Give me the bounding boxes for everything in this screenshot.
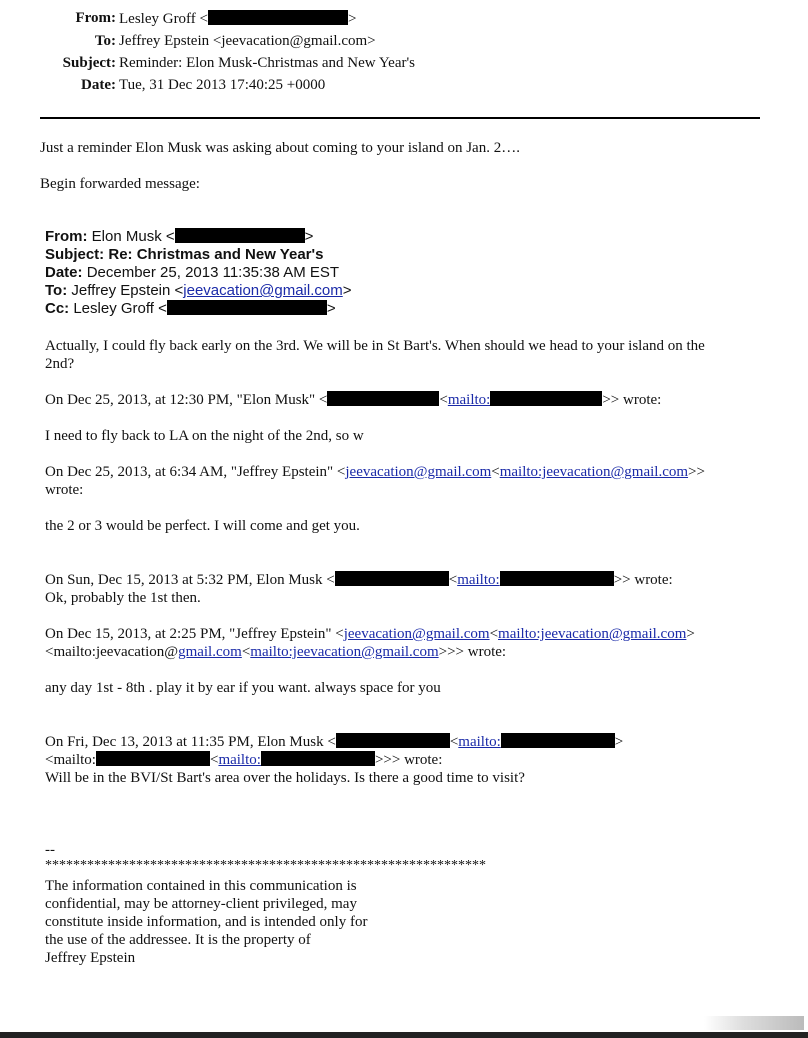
thread-p4-mailto-link[interactable]: mailto:jeevacation@gmail.com	[499, 464, 689, 480]
header-to-label: To:	[94, 33, 116, 49]
redaction-box	[501, 733, 615, 748]
header-from-value	[119, 10, 356, 28]
thread-p6	[45, 571, 673, 589]
redaction-box	[261, 751, 375, 766]
header-subject-value: Reminder: Elon Musk-Christmas and New Year's	[119, 55, 416, 71]
header-subject-label: Subject:	[62, 55, 116, 71]
fwd-subject-label: Subject:	[45, 246, 105, 263]
page-corner-shading	[704, 1016, 804, 1030]
footer-line-4: the use of the addressee. It is the property of	[45, 932, 311, 948]
header-from-label: From:	[75, 10, 116, 26]
thread-p7-text: On Dec 15, 2013, at 2:25 PM, "Jeffrey Epstein" <	[45, 626, 344, 642]
fwd-date-label: Date:	[45, 264, 83, 281]
thread-p7b-mid: <	[241, 644, 251, 660]
fwd-subject-text: Re: Christmas and New Year's	[108, 246, 324, 263]
thread-p10: Will be in the BVI/St Bart's area over the holidays. Is there a good time to visit?	[45, 770, 525, 786]
thread-p6b: Ok, probably the 1st then.	[45, 590, 201, 606]
page-bottom-edge	[0, 1032, 808, 1038]
fwd-from-label: From:	[45, 228, 88, 245]
thread-p2-mailto-link[interactable]: mailto:	[447, 392, 491, 408]
fwd-to-close: >	[342, 282, 352, 299]
thread-p1a: Actually, I could fly back early on the 3rd. We will be in St Bart's. When should we head to your island on the	[45, 338, 705, 354]
fwd-to-email-link[interactable]: jeevacation@gmail.com	[183, 282, 343, 299]
body-line-reminder: Just a reminder Elon Musk was asking about coming to your island on Jan. 2….	[40, 140, 520, 156]
redaction-box	[327, 391, 439, 406]
thread-p4	[45, 463, 705, 481]
header-from-text: Lesley Groff <	[119, 11, 208, 27]
redaction-box	[167, 300, 327, 315]
redaction-box	[208, 10, 348, 25]
footer-line-2: confidential, may be attorney-client privileged, may	[45, 896, 357, 912]
thread-p9b-post: >>> wrote:	[374, 752, 443, 768]
redaction-box	[96, 751, 210, 766]
fwd-cc-line	[45, 300, 336, 318]
fwd-date-line	[45, 264, 339, 282]
footer-dash: --	[45, 842, 55, 858]
fwd-date-text: December 25, 2013 11:35:38 AM EST	[86, 264, 340, 281]
footer-stars: ***************************************************************	[45, 858, 486, 873]
thread-p4-mid: <	[491, 464, 500, 480]
footer-line-5: Jeffrey Epstein	[45, 950, 136, 966]
fwd-to-label: To:	[45, 282, 68, 299]
footer-line-1: The information contained in this communication is	[45, 878, 357, 894]
thread-p2	[45, 391, 661, 409]
header-date-label: Date:	[81, 77, 116, 93]
thread-p7b-text: <mailto:jeevacation@	[45, 644, 179, 660]
thread-p4b: wrote:	[45, 482, 84, 498]
thread-p9-lt: <	[449, 734, 459, 750]
thread-p9	[45, 733, 623, 751]
fwd-subject-line	[45, 246, 323, 264]
redaction-box	[335, 571, 449, 586]
thread-p9-post: >	[614, 734, 624, 750]
footer-line-3: constitute inside information, and is intended only for	[45, 914, 368, 930]
thread-p7b	[45, 643, 506, 661]
redaction-box	[336, 733, 450, 748]
thread-p9b	[45, 751, 442, 769]
thread-p5: the 2 or 3 would be perfect. I will come and get you.	[45, 518, 360, 534]
header-to-value: Jeffrey Epstein <jeevacation@gmail.com>	[119, 33, 376, 49]
fwd-to-line	[45, 282, 352, 300]
thread-p2-text: On Dec 25, 2013, at 12:30 PM, "Elon Musk" <	[45, 392, 328, 408]
thread-p4-text: On Dec 25, 2013, at 6:34 AM, "Jeffrey Epstein" <	[45, 464, 346, 480]
thread-p6-post: >> wrote:	[613, 572, 673, 588]
thread-p2-lt: <	[439, 392, 448, 408]
thread-p7b-mailto-link[interactable]: mailto:jeevacation@gmail.com	[250, 644, 439, 660]
header-from-close: >	[348, 11, 357, 27]
thread-p9-text: On Fri, Dec 13, 2013 at 11:35 PM, Elon Musk <	[45, 734, 336, 750]
fwd-cc-text: Lesley Groff <	[73, 300, 167, 317]
fwd-from-text: Elon Musk <	[91, 228, 175, 245]
thread-p6-text: On Sun, Dec 15, 2013 at 5:32 PM, Elon Musk <	[45, 572, 335, 588]
thread-p2-post: >> wrote:	[602, 392, 662, 408]
header-date-value: Tue, 31 Dec 2013 17:40:25 +0000	[119, 77, 326, 93]
thread-p7-mid: <	[489, 626, 499, 642]
thread-p6-lt: <	[448, 572, 458, 588]
fwd-from-close: >	[304, 228, 314, 245]
thread-p7-mailto-link[interactable]: mailto:jeevacation@gmail.com	[498, 626, 687, 642]
thread-p8: any day 1st - 8th . play it by ear if you want. always space for you	[45, 680, 441, 696]
thread-p9b-lt: <	[209, 752, 219, 768]
thread-p7	[45, 625, 695, 643]
thread-p4-email-link[interactable]: jeevacation@gmail.com	[345, 464, 492, 480]
thread-p7b-email-link[interactable]: gmail.com	[178, 644, 242, 660]
header-divider	[40, 117, 760, 119]
redaction-box	[500, 571, 614, 586]
thread-p7-post: >	[686, 626, 695, 642]
redaction-box	[175, 228, 305, 243]
thread-p3: I need to fly back to LA on the night of the 2nd, so w	[45, 428, 364, 444]
thread-p4-post: >>	[688, 464, 705, 480]
thread-p6-mailto-link[interactable]: mailto:	[457, 572, 500, 588]
thread-p7b-post: >>> wrote:	[438, 644, 507, 660]
thread-p1b: 2nd?	[45, 356, 75, 372]
fwd-to-text: Jeffrey Epstein <	[71, 282, 184, 299]
thread-p9b-mailto-link[interactable]: mailto:	[218, 752, 261, 768]
redaction-box	[490, 391, 602, 406]
thread-p9-mailto-link[interactable]: mailto:	[458, 734, 501, 750]
fwd-cc-close: >	[326, 300, 336, 317]
fwd-from-line	[45, 228, 313, 246]
fwd-cc-label: Cc:	[45, 300, 70, 317]
thread-p9b-text: <mailto:	[45, 752, 96, 768]
thread-p7-email-link[interactable]: jeevacation@gmail.com	[343, 626, 490, 642]
body-line-forwarded: Begin forwarded message:	[40, 176, 200, 192]
